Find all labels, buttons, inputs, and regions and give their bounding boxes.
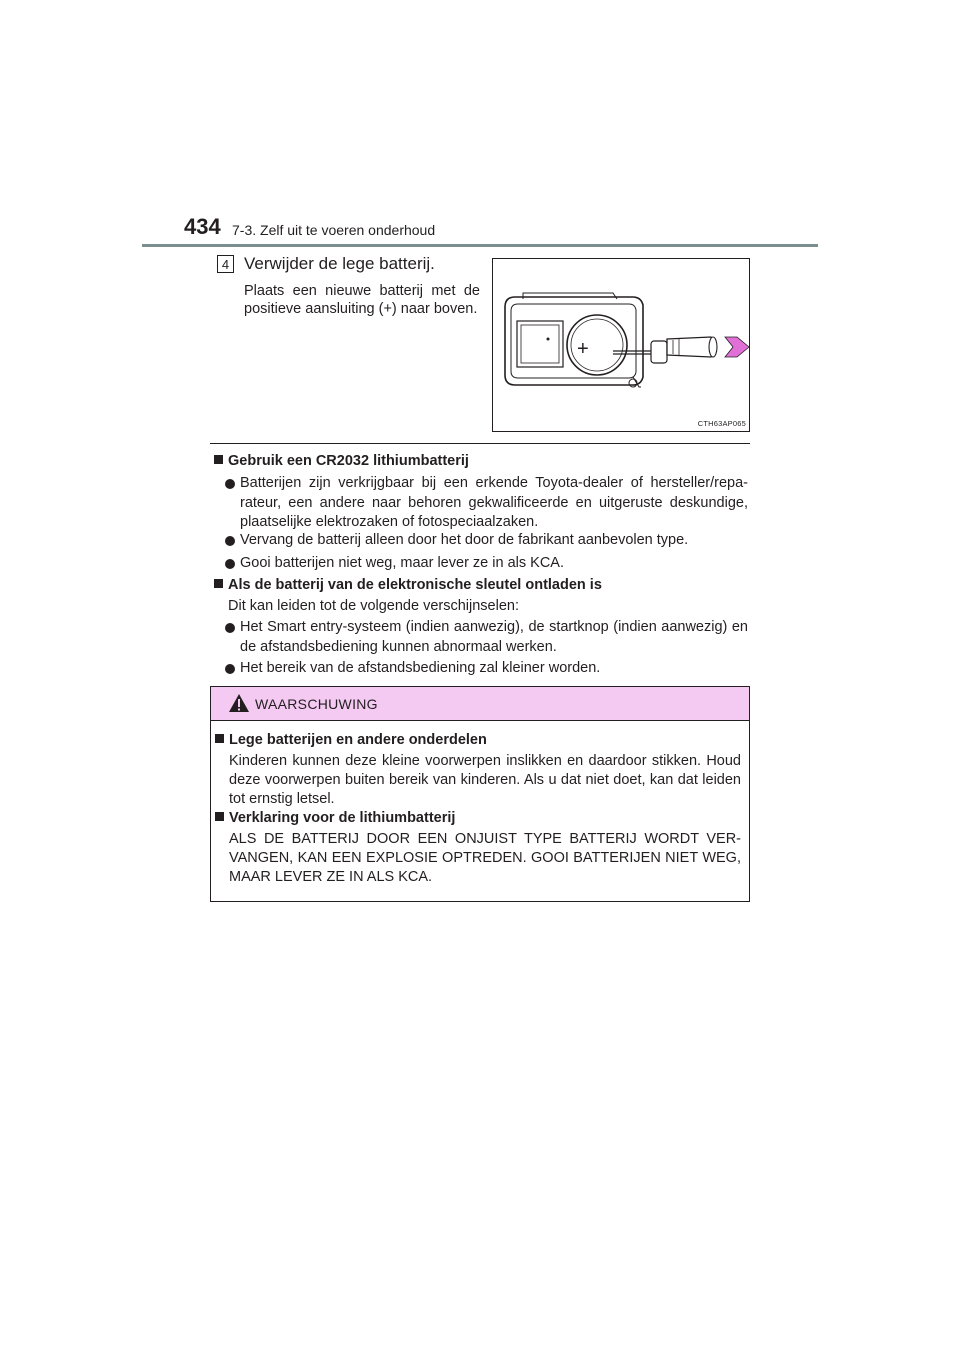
key-lid-edge — [523, 293, 617, 299]
list-item-text: Vervang de batterij alleen door het door de fabrikant aanbevolen type. — [240, 532, 689, 548]
warning-title: WAARSCHUWING — [255, 696, 378, 712]
handle-end — [709, 337, 717, 357]
section-heading — [214, 453, 469, 469]
list-item — [240, 554, 748, 574]
direction-arrow-icon — [725, 337, 749, 357]
warning-item-body: ALS DE BATTERIJ DOOR EEN ONJUIST TYPE BATTERIJ WORDT VER-VANGEN, KAN EEN EXPLOSIE OPTREDEN. GOOI BATTERIJEN NIET WEG, MAAR LEVER ZE IN ALS KCA. — [229, 831, 741, 885]
step-body: Plaats een nieuwe batterij met de positieve aansluiting (+) naar boven. — [244, 283, 480, 317]
list-item — [240, 618, 748, 657]
screwdriver-collar — [651, 341, 667, 363]
battery-figure — [492, 258, 750, 432]
figure-code: CTH63AP065 — [697, 419, 746, 428]
screwdriver-handle — [667, 337, 715, 357]
list-item-text: Batterijen zijn verkrijgbaar bij een erkende Toyota-dealer of hersteller/repa-rateur, een andere naar behoren gekwalificeerde en uitgeruste deskundige, plaatselijke elektrozaken of fotospeciaalzaken. — [240, 475, 748, 530]
list-item — [240, 474, 748, 533]
module-dot — [547, 338, 550, 341]
section-heading-text: Gebruik een CR2032 lithiumbatterij — [228, 453, 469, 469]
round-bullet-icon — [225, 536, 235, 546]
warning-item-heading-text: Lege batterijen en andere onderdelen — [229, 732, 487, 748]
round-bullet-icon — [225, 664, 235, 674]
header-rule — [142, 244, 818, 247]
square-bullet-icon — [214, 579, 223, 588]
round-bullet-icon — [225, 623, 235, 633]
warning-triangle-icon — [228, 693, 250, 713]
coin-battery-icon — [567, 315, 627, 375]
step-number-badge: 4 — [217, 255, 234, 273]
key-module — [517, 321, 563, 367]
separator-rule — [210, 443, 750, 444]
list-item-text: Het Smart entry-systeem (indien aanwezig), de startknop (indien aanwezig) en de afstandsbediening kunnen abnormaal werken. — [240, 619, 748, 655]
warning-box — [210, 686, 750, 902]
round-bullet-icon — [225, 559, 235, 569]
square-bullet-icon — [215, 812, 224, 821]
warning-item-heading — [215, 732, 487, 748]
round-bullet-icon — [225, 479, 235, 489]
warning-item-body: Kinderen kunnen deze kleine voorwerpen inslikken en daardoor stikken. Houd deze voorwerpen buiten bereik van kinderen. Als u dat niet doet, kan dat leiden tot ernstig letsel. — [229, 753, 741, 807]
key-battery-illustration — [493, 259, 749, 431]
list-item — [240, 531, 748, 551]
section-title: 7-3. Zelf uit te voeren onderhoud — [232, 222, 436, 238]
section-intro: Dit kan leiden tot de volgende verschijnselen: — [228, 598, 519, 614]
warning-item-heading-text: Verklaring voor de lithiumbatterij — [229, 810, 456, 826]
page-number: 434 — [184, 214, 221, 239]
list-item-text: Gooi batterijen niet weg, maar lever ze in als KCA. — [240, 555, 564, 571]
section-heading — [214, 577, 602, 593]
step-title: Verwijder de lege batterij. — [244, 254, 435, 273]
plus-symbol: + — [577, 338, 589, 360]
warning-item-heading — [215, 810, 455, 826]
square-bullet-icon — [214, 455, 223, 464]
square-bullet-icon — [215, 734, 224, 743]
section-heading-text: Als de batterij van de elektronische sleutel ontladen is — [228, 577, 602, 593]
key-module-inner — [521, 325, 559, 363]
list-item-text: Het bereik van de afstandsbediening zal kleiner worden. — [240, 660, 601, 676]
warning-header — [211, 687, 749, 721]
list-item — [240, 659, 748, 679]
